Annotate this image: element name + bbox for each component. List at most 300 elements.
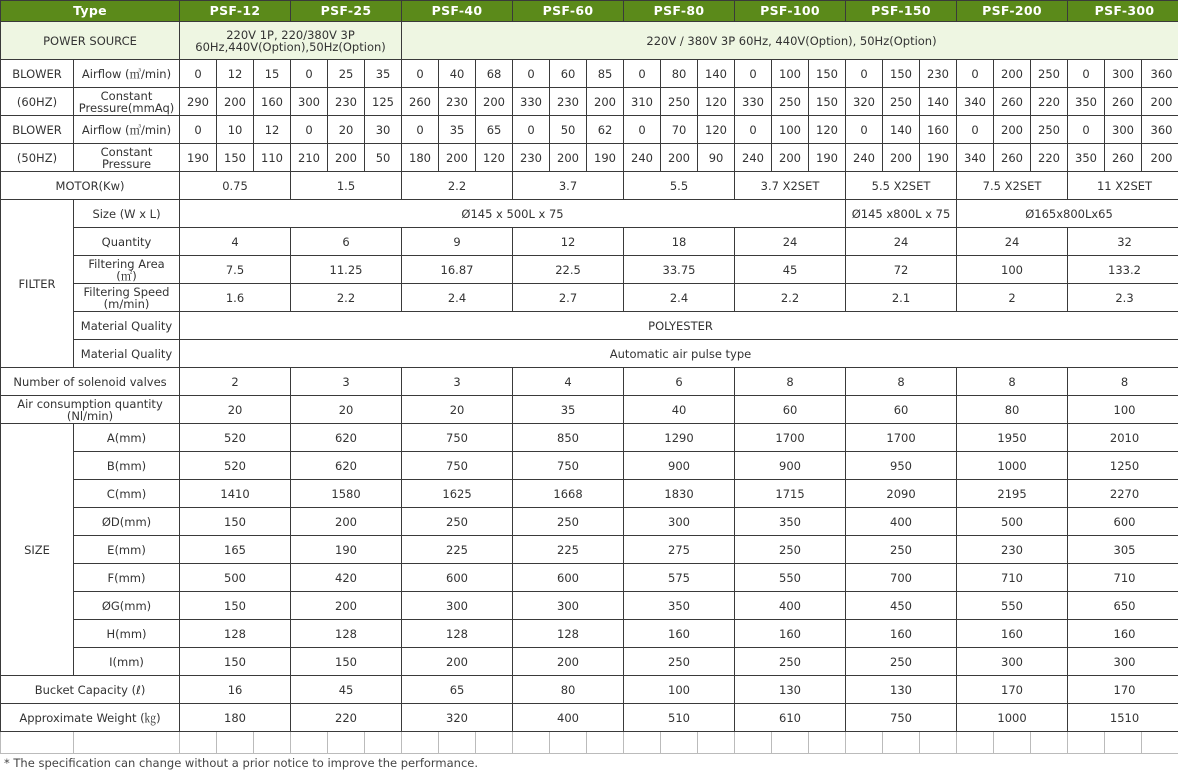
size-row-g [1,592,1178,620]
blower50-airflow-cell: 0 [1068,116,1105,144]
bucket-cell: 170 [957,676,1068,704]
filter-material2-value: Automatic air pulse type [180,340,1178,368]
air-cell: 40 [624,396,735,424]
filter-quantity-row [1,228,1178,256]
size-cell: 2010 [1068,424,1178,452]
air-label-line1: Air consumption quantity [17,396,163,411]
blower50-pressure-cell: 220 [1031,144,1068,172]
size-row-d [1,508,1178,536]
size-cell: 300 [624,508,735,536]
filter-area-cell: 45 [735,256,846,284]
size-cell: 550 [735,564,846,592]
blower50-pressure-cell: 210 [291,144,328,172]
blower60-pressure-cell: 150 [809,88,846,116]
filter-material-label: Material Quality [74,312,180,340]
filter-area-cell: 22.5 [513,256,624,284]
size-cell: 250 [513,508,624,536]
blower60-airflow-row [1,60,1178,88]
blower60-airflow-cell: 300 [1105,60,1142,88]
size-row-f [1,564,1178,592]
size-cell: 250 [402,508,513,536]
blower50-airflow-cell: 0 [957,116,994,144]
blower50-airflow-cell: 0 [180,116,217,144]
blower60-pressure-cell: 340 [957,88,994,116]
blower50-pressure-cell: 120 [476,144,513,172]
blower50-airflow-cell: 30 [365,116,402,144]
empty-cell [1068,732,1105,754]
filter-area-label-line2: (㎡) [116,268,137,283]
blower60-airflow-cell: 0 [846,60,883,88]
size-cell: 160 [735,620,846,648]
blower60-pressure-cell: 230 [550,88,587,116]
size-cell: 620 [291,424,402,452]
pressure-label-line2: Pressure(mmAq) [78,100,175,115]
bucket-cell: 45 [291,676,402,704]
empty-cell [772,732,809,754]
size-cell: 400 [735,592,846,620]
empty-cell [476,732,513,754]
empty-cell [328,732,365,754]
size-cell: 2195 [957,480,1068,508]
blower50-airflow-cell: 140 [883,116,920,144]
size-row-i [1,648,1178,676]
size-cell: 950 [846,452,957,480]
bucket-cell: 170 [1068,676,1178,704]
air-cell: 80 [957,396,1068,424]
blower60-airflow-cell: 0 [957,60,994,88]
blower50-pressure-row [1,144,1178,172]
empty-cell [809,732,846,754]
blower50-airflow-cell: 35 [439,116,476,144]
empty-cell [1031,732,1068,754]
size-cell: 2270 [1068,480,1178,508]
blower50-group-line2: (50HZ) [1,144,74,172]
blower50-pressure-label [74,144,180,172]
size-label: ØD(mm) [74,508,180,536]
size-cell: 400 [846,508,957,536]
air-label-line2: (Nl/min) [66,408,114,423]
blower60-pressure-cell: 160 [254,88,291,116]
empty-cell [291,732,328,754]
blower60-group-line1: BLOWER [1,60,74,88]
size-row-b [1,452,1178,480]
bucket-cell: 16 [180,676,291,704]
blower60-airflow-cell: 150 [809,60,846,88]
empty-cell [735,732,772,754]
filter-material-row [1,312,1178,340]
blower60-pressure-cell: 125 [365,88,402,116]
weight-cell: 1000 [957,704,1068,732]
size-cell: 225 [513,536,624,564]
blower50-airflow-cell: 100 [772,116,809,144]
blower50-pressure-cell: 240 [846,144,883,172]
size-cell: 1715 [735,480,846,508]
air-label [1,396,180,424]
blower50-airflow-cell: 120 [809,116,846,144]
motor-cell: 1.5 [291,172,402,200]
bucket-cell: 65 [402,676,513,704]
filter-quantity-cell: 12 [513,228,624,256]
blower60-pressure-cell: 200 [476,88,513,116]
size-cell: 1700 [735,424,846,452]
blower50-airflow-cell: 62 [587,116,624,144]
empty-cell [994,732,1031,754]
empty-cell [661,732,698,754]
motor-cell: 7.5 X2SET [957,172,1068,200]
filter-area-cell: 16.87 [402,256,513,284]
filter-speed-label-line1: Filtering Speed [83,284,170,299]
blower60-airflow-cell: 250 [1031,60,1068,88]
blower60-pressure-cell: 320 [846,88,883,116]
size-cell: 1950 [957,424,1068,452]
blower60-pressure-cell: 140 [920,88,957,116]
size-cell: 1290 [624,424,735,452]
blower50-airflow-cell: 10 [217,116,254,144]
blower60-pressure-cell: 250 [772,88,809,116]
blower60-pressure-cell: 310 [624,88,661,116]
weight-cell: 180 [180,704,291,732]
blower60-pressure-cell: 200 [587,88,624,116]
weight-row [1,704,1178,732]
filter-quantity-cell: 4 [180,228,291,256]
power-others: 220V / 380V 3P 60Hz, 440V(Option), 50Hz(Option) [402,22,1178,60]
blower60-airflow-cell: 25 [328,60,365,88]
footnote: * The specification can change without a prior notice to improve the performance. [4,756,479,770]
solenoid-cell: 4 [513,368,624,396]
blower60-pressure-label [74,88,180,116]
blower50-airflow-row [1,116,1178,144]
size-label: C(mm) [74,480,180,508]
blower60-airflow-cell: 0 [735,60,772,88]
empty-cell [1105,732,1142,754]
blower60-airflow-cell: 35 [365,60,402,88]
size-cell: 1580 [291,480,402,508]
filter-material-value: POLYESTER [180,312,1178,340]
filter-material2-label: Material Quality [74,340,180,368]
size-cell: 165 [180,536,291,564]
bucket-cell: 100 [624,676,735,704]
filter-group-label: FILTER [1,200,74,368]
solenoid-cell: 6 [624,368,735,396]
filter-speed-cell: 2.4 [624,284,735,312]
filter-speed-cell: 2.2 [735,284,846,312]
size-cell: 520 [180,452,291,480]
motor-cell: 0.75 [180,172,291,200]
filter-quantity-cell: 32 [1068,228,1178,256]
blower50-pressure-cell: 200 [772,144,809,172]
empty-cell [74,732,180,754]
air-cell: 20 [402,396,513,424]
empty-cell [439,732,476,754]
blower50-airflow-cell: 160 [920,116,957,144]
size-cell: 710 [957,564,1068,592]
filter-quantity-cell: 24 [957,228,1068,256]
blower50-pressure-cell: 350 [1068,144,1105,172]
weight-cell: 220 [291,704,402,732]
size-label: E(mm) [74,536,180,564]
size-cell: 700 [846,564,957,592]
blower50-airflow-cell: 120 [698,116,735,144]
blower50-pressure-cell: 150 [217,144,254,172]
blower60-airflow-cell: 0 [624,60,661,88]
size-cell: 150 [180,508,291,536]
filter-size-c: Ø165x800Lx65 [957,200,1178,228]
size-label: F(mm) [74,564,180,592]
blower60-airflow-cell: 68 [476,60,513,88]
size-cell: 1410 [180,480,291,508]
size-label: H(mm) [74,620,180,648]
empty-row [1,732,1178,754]
size-cell: 250 [735,536,846,564]
model-header: PSF-150 [846,1,957,22]
filter-speed-cell: 2 [957,284,1068,312]
blower60-pressure-cell: 220 [1031,88,1068,116]
empty-cell [624,732,661,754]
filter-quantity-label: Quantity [74,228,180,256]
size-cell: 250 [846,648,957,676]
blower50-pressure-cell: 340 [957,144,994,172]
motor-row [1,172,1178,200]
bucket-cell: 130 [846,676,957,704]
empty-cell [698,732,735,754]
size-cell: 128 [513,620,624,648]
blower60-pressure-cell: 330 [513,88,550,116]
weight-cell: 510 [624,704,735,732]
blower50-pressure-cell: 200 [661,144,698,172]
size-cell: 575 [624,564,735,592]
blower50-pressure-cell: 240 [735,144,772,172]
blower50-airflow-cell: 360 [1142,116,1178,144]
size-cell: 300 [957,648,1068,676]
empty-cell [180,732,217,754]
size-cell: 160 [1068,620,1178,648]
filter-area-cell: 100 [957,256,1068,284]
bucket-label: Bucket Capacity (ℓ) [1,676,180,704]
size-cell: 900 [735,452,846,480]
blower60-pressure-cell: 260 [994,88,1031,116]
model-header: PSF-60 [513,1,624,22]
size-cell: 710 [1068,564,1178,592]
filter-area-label [74,256,180,284]
size-cell: 200 [291,592,402,620]
size-cell: 150 [180,648,291,676]
filter-area-cell: 11.25 [291,256,402,284]
filter-speed-cell: 2.3 [1068,284,1178,312]
size-cell: 190 [291,536,402,564]
size-cell: 1830 [624,480,735,508]
empty-cell [1,732,74,754]
empty-cell [513,732,550,754]
model-header: PSF-200 [957,1,1068,22]
model-header: PSF-80 [624,1,735,22]
filter-speed-cell: 2.4 [402,284,513,312]
blower50-pressure-cell: 190 [180,144,217,172]
weight-label: Approximate Weight (㎏) [1,704,180,732]
blower50-pressure-cell: 180 [402,144,439,172]
air-row [1,396,1178,424]
empty-cell [254,732,291,754]
size-cell: 620 [291,452,402,480]
empty-cell [1142,732,1178,754]
blower50-airflow-cell: 20 [328,116,365,144]
filter-speed-label-line2: (m/min) [103,296,150,311]
blower50-airflow-cell: 300 [1105,116,1142,144]
blower50-pressure-cell: 110 [254,144,291,172]
filter-material2-row [1,340,1178,368]
filter-area-label-line1: Filtering Area [88,256,165,271]
filter-size-a: Ø145 x 500L x 75 [180,200,846,228]
blower50-airflow-cell: 50 [550,116,587,144]
blower60-airflow-cell: 0 [291,60,328,88]
size-cell: 160 [624,620,735,648]
size-cell: 600 [1068,508,1178,536]
size-cell: 128 [402,620,513,648]
motor-cell: 11 X2SET [1068,172,1178,200]
air-cell: 60 [735,396,846,424]
solenoid-label: Number of solenoid valves [1,368,180,396]
empty-cell [402,732,439,754]
filter-area-cell: 72 [846,256,957,284]
blower60-airflow-cell: 85 [587,60,624,88]
solenoid-cell: 2 [180,368,291,396]
blower60-airflow-cell: 200 [994,60,1031,88]
filter-quantity-cell: 24 [846,228,957,256]
motor-cell: 3.7 X2SET [735,172,846,200]
bucket-cell: 80 [513,676,624,704]
weight-cell: 610 [735,704,846,732]
model-header: PSF-300 [1068,1,1178,22]
size-cell: 520 [180,424,291,452]
blower50-airflow-cell: 65 [476,116,513,144]
air-cell: 20 [180,396,291,424]
solenoid-cell: 8 [1068,368,1178,396]
size-cell: 300 [402,592,513,620]
solenoid-cell: 3 [291,368,402,396]
air-cell: 60 [846,396,957,424]
filter-quantity-cell: 9 [402,228,513,256]
blower50-pressure-cell: 230 [513,144,550,172]
filter-speed-cell: 2.7 [513,284,624,312]
size-cell: 1668 [513,480,624,508]
size-cell: 850 [513,424,624,452]
size-cell: 128 [180,620,291,648]
size-cell: 650 [1068,592,1178,620]
size-cell: 2090 [846,480,957,508]
size-cell: 275 [624,536,735,564]
size-cell: 150 [291,648,402,676]
blower60-airflow-cell: 60 [550,60,587,88]
blower60-airflow-cell: 0 [1068,60,1105,88]
size-cell: 230 [957,536,1068,564]
size-cell: 900 [624,452,735,480]
filter-size-label: Size (W x L) [74,200,180,228]
blower60-airflow-label: Airflow (㎥/min) [74,60,180,88]
size-cell: 250 [846,536,957,564]
filter-quantity-cell: 18 [624,228,735,256]
empty-cell [883,732,920,754]
blower60-airflow-cell: 40 [439,60,476,88]
blower50-airflow-cell: 0 [402,116,439,144]
blower50-airflow-cell: 12 [254,116,291,144]
blower50-airflow-label: Airflow (㎥/min) [74,116,180,144]
blower60-pressure-cell: 230 [328,88,365,116]
weight-cell: 1510 [1068,704,1178,732]
filter-quantity-cell: 24 [735,228,846,256]
size-cell: 600 [402,564,513,592]
size-cell: 128 [291,620,402,648]
filter-area-cell: 133.2 [1068,256,1178,284]
blower50-group-line1: BLOWER [1,116,74,144]
size-cell: 160 [846,620,957,648]
blower50-airflow-cell: 0 [624,116,661,144]
empty-cell [587,732,624,754]
filter-size-b: Ø145 x800L x 75 [846,200,957,228]
blower60-pressure-cell: 330 [735,88,772,116]
empty-cell [846,732,883,754]
blower50-airflow-cell: 0 [513,116,550,144]
size-cell: 420 [291,564,402,592]
size-cell: 600 [513,564,624,592]
size-row-h [1,620,1178,648]
empty-cell [365,732,402,754]
blower60-pressure-row [1,88,1178,116]
model-header: PSF-12 [180,1,291,22]
size-group-label: SIZE [1,424,74,676]
motor-cell: 2.2 [402,172,513,200]
blower50-pressure-cell: 200 [550,144,587,172]
header-row [1,1,1178,22]
bucket-row [1,676,1178,704]
blower50-pressure-cell: 200 [883,144,920,172]
pressure-label-line1: Constant [100,88,153,103]
size-cell: 1000 [957,452,1068,480]
size-cell: 225 [402,536,513,564]
solenoid-cell: 3 [402,368,513,396]
blower50-pressure-cell: 260 [1105,144,1142,172]
motor-cell: 3.7 [513,172,624,200]
blower50-pressure-cell: 240 [624,144,661,172]
size-cell: 500 [957,508,1068,536]
size-cell: 350 [735,508,846,536]
size-cell: 1625 [402,480,513,508]
blower60-pressure-cell: 200 [1142,88,1178,116]
blower50-airflow-cell: 250 [1031,116,1068,144]
blower60-airflow-cell: 15 [254,60,291,88]
size-cell: 200 [513,648,624,676]
blower50-pressure-cell: 190 [809,144,846,172]
pressure-label-line2: Pressure [101,156,152,171]
blower60-pressure-cell: 250 [661,88,698,116]
blower60-pressure-cell: 260 [402,88,439,116]
blower60-pressure-cell: 120 [698,88,735,116]
size-cell: 300 [513,592,624,620]
blower50-pressure-cell: 50 [365,144,402,172]
size-cell: 150 [180,592,291,620]
empty-cell [957,732,994,754]
blower60-airflow-cell: 360 [1142,60,1178,88]
blower60-pressure-cell: 200 [217,88,254,116]
blower60-pressure-cell: 230 [439,88,476,116]
size-cell: 305 [1068,536,1178,564]
blower50-airflow-cell: 70 [661,116,698,144]
blower50-airflow-cell: 0 [846,116,883,144]
motor-cell: 5.5 [624,172,735,200]
filter-area-row [1,256,1178,284]
filter-area-cell: 33.75 [624,256,735,284]
size-cell: 450 [846,592,957,620]
size-cell: 250 [735,648,846,676]
blower60-pressure-cell: 350 [1068,88,1105,116]
